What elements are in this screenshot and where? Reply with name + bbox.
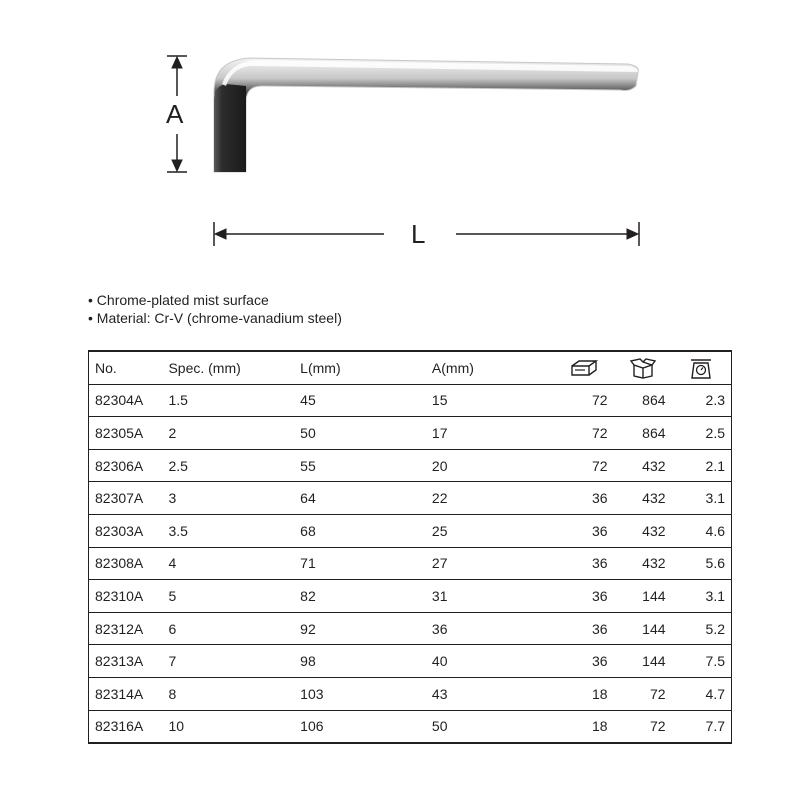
cell-no: 82303A [89, 514, 163, 547]
cell-length: 45 [294, 384, 426, 417]
cell-height: 15 [426, 384, 554, 417]
cell-length: 98 [294, 645, 426, 678]
cell-no: 82305A [89, 417, 163, 450]
cell-spec: 8 [162, 677, 294, 710]
cell-weight: 5.2 [672, 612, 732, 645]
cell-inner-qty: 36 [554, 612, 614, 645]
cell-inner-qty: 36 [554, 580, 614, 613]
table-row [89, 677, 732, 710]
cell-spec: 7 [162, 645, 294, 678]
cell-spec: 1.5 [162, 384, 294, 417]
table-row [89, 449, 732, 482]
feature-list [88, 291, 342, 327]
cell-inner-qty: 18 [554, 677, 614, 710]
cell-no: 82308A [89, 547, 163, 580]
spec-table [88, 350, 732, 744]
cell-height: 40 [426, 645, 554, 678]
cell-height: 22 [426, 482, 554, 515]
cell-weight: 2.3 [672, 384, 732, 417]
table-row [89, 514, 732, 547]
cell-inner-qty: 36 [554, 514, 614, 547]
cell-weight: 5.6 [672, 547, 732, 580]
table-row [89, 710, 732, 743]
cell-weight: 2.1 [672, 449, 732, 482]
cell-carton-qty: 432 [614, 547, 672, 580]
cell-length: 55 [294, 449, 426, 482]
cell-carton-qty: 864 [614, 417, 672, 450]
cell-inner-qty: 72 [554, 384, 614, 417]
cell-spec: 6 [162, 612, 294, 645]
table-row [89, 645, 732, 678]
carton-box-icon [629, 357, 657, 379]
cell-length: 64 [294, 482, 426, 515]
cell-spec: 4 [162, 547, 294, 580]
cell-carton-qty: 432 [614, 482, 672, 515]
cell-no: 82306A [89, 449, 163, 482]
cell-inner-qty: 36 [554, 547, 614, 580]
cell-spec: 3 [162, 482, 294, 515]
cell-height: 36 [426, 612, 554, 645]
inner-box-icon [569, 358, 599, 378]
cell-height: 31 [426, 580, 554, 613]
cell-no: 82316A [89, 710, 163, 743]
column-header-height: A(mm) [426, 351, 554, 384]
cell-inner-qty: 72 [554, 417, 614, 450]
cell-no: 82310A [89, 580, 163, 613]
cell-carton-qty: 144 [614, 580, 672, 613]
cell-carton-qty: 72 [614, 677, 672, 710]
weight-scale-icon [689, 357, 713, 379]
cell-carton-qty: 144 [614, 612, 672, 645]
column-header-length: L(mm) [294, 351, 426, 384]
cell-inner-qty: 18 [554, 710, 614, 743]
cell-spec: 2.5 [162, 449, 294, 482]
cell-no: 82312A [89, 612, 163, 645]
cell-inner-qty: 72 [554, 449, 614, 482]
cell-length: 50 [294, 417, 426, 450]
column-header-spec: Spec. (mm) [162, 351, 294, 384]
cell-weight: 7.7 [672, 710, 732, 743]
cell-length: 71 [294, 547, 426, 580]
cell-no: 82304A [89, 384, 163, 417]
table-row [89, 612, 732, 645]
cell-height: 17 [426, 417, 554, 450]
column-header-carton [614, 351, 672, 384]
cell-inner-qty: 36 [554, 645, 614, 678]
cell-spec: 3.5 [162, 514, 294, 547]
cell-spec: 5 [162, 580, 294, 613]
column-header-inner-box [554, 351, 614, 384]
table-row [89, 384, 732, 417]
cell-carton-qty: 144 [614, 645, 672, 678]
hex-key-shape [214, 58, 638, 172]
cell-height: 43 [426, 677, 554, 710]
cell-height: 20 [426, 449, 554, 482]
length-dimension-line [214, 222, 639, 246]
feature-item: • Material: Cr-V (chrome-vanadium steel) [88, 310, 342, 326]
cell-weight: 4.7 [672, 677, 732, 710]
cell-length: 82 [294, 580, 426, 613]
cell-length: 68 [294, 514, 426, 547]
hex-key-illustration [0, 0, 800, 270]
feature-item: • Chrome-plated mist surface [88, 292, 269, 308]
cell-carton-qty: 864 [614, 384, 672, 417]
cell-no: 82314A [89, 677, 163, 710]
table-body [89, 384, 732, 743]
cell-height: 25 [426, 514, 554, 547]
cell-inner-qty: 36 [554, 482, 614, 515]
cell-weight: 7.5 [672, 645, 732, 678]
hex-key-diagram [0, 0, 800, 270]
cell-no: 82307A [89, 482, 163, 515]
cell-spec: 10 [162, 710, 294, 743]
cell-weight: 3.1 [672, 482, 732, 515]
cell-carton-qty: 432 [614, 514, 672, 547]
cell-weight: 4.6 [672, 514, 732, 547]
column-header-weight [672, 351, 732, 384]
table-row [89, 547, 732, 580]
table-row [89, 417, 732, 450]
table-row [89, 580, 732, 613]
cell-length: 103 [294, 677, 426, 710]
cell-spec: 2 [162, 417, 294, 450]
cell-no: 82313A [89, 645, 163, 678]
cell-height: 50 [426, 710, 554, 743]
table-header-row [89, 351, 732, 384]
cell-weight: 3.1 [672, 580, 732, 613]
cell-length: 92 [294, 612, 426, 645]
table-row [89, 482, 732, 515]
length-label: L [411, 219, 426, 249]
cell-carton-qty: 432 [614, 449, 672, 482]
cell-carton-qty: 72 [614, 710, 672, 743]
cell-weight: 2.5 [672, 417, 732, 450]
cell-length: 106 [294, 710, 426, 743]
column-header-no: No. [89, 351, 163, 384]
height-label: A [166, 99, 184, 129]
cell-height: 27 [426, 547, 554, 580]
